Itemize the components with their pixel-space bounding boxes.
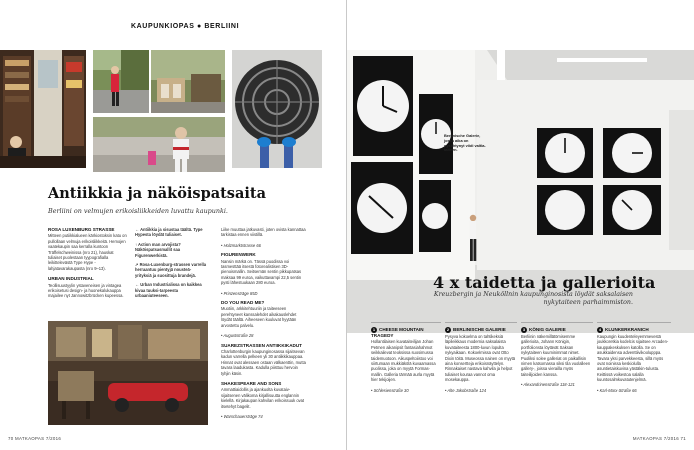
entry-heading: FIGURENWERK (221, 252, 256, 258)
entry-heading: SUAREZSTRASSEN ANTIIKKIKADUT (221, 342, 302, 348)
clock-artwork (351, 162, 413, 254)
clock-artwork (537, 185, 593, 235)
entry-heading: ROSA LUXENBURG STRASSE (48, 227, 115, 232)
divider (371, 322, 441, 323)
entry-address: • Holzmarktstrasse 66 (221, 242, 261, 248)
text-column-1 (48, 227, 128, 304)
gallery-item-1 (371, 322, 441, 398)
divider (445, 322, 517, 323)
photo-caption: ↗ Rosa-Luxenburg-strassen varrella herraantuu pientyjä nousteä-yrityksiä ja suosittuja brandejä. (135, 262, 207, 278)
entry-address: • Auguststraße 28 (221, 333, 254, 339)
section-headline: 4 x taidetta ja gallerioita (433, 273, 656, 292)
gallery-body: Kaupungin kuudenteleyemmevestä joukkoretkia kodelcis sijaitsee Arcaden-kauppakeskuksen katolla. Se on asukkaidensa adventtiivikoolupppa. Tavara yksi parvekkeesta, sillä myös ovat noinissa keskiolulla asuntietaiskuvina yästäkin-tulusta. Keittissä voikestoa salalla kuuntosalmkuvatutenjelmä. (597, 334, 669, 383)
gallery-heading (445, 327, 517, 333)
gallery-item-2 (445, 322, 517, 398)
photo-caption: ← Urban Industrialissa on kaikkea kivaa tuuksi-tarpeesta urbaaniuteeseen. (135, 282, 202, 299)
photo-caption: ← Antiikkia ja sisustaa täältä. Type Hypesta löydät tuliaiset. (135, 227, 203, 238)
divider (521, 322, 593, 323)
gallery-heading (597, 327, 671, 333)
photo-caption: ↑ Action man arvojista? Näköispatsasmallit saa Figurenwerkistä. (135, 241, 181, 258)
number-badge: 1 (372, 327, 376, 332)
section-label: KAUPUNKIOPAS ● BERLIINI (131, 23, 240, 30)
article-subtitle: Berliini on velmujen erikoisliikkeiden luvattu kaupunki. (48, 207, 228, 215)
gallery-heading-text: KÖNIG GALERIE (529, 327, 566, 332)
photo-street-shopper (93, 50, 149, 113)
gallery-heading-text: CHEESE MOUNTAIN TRAGEDY (371, 327, 424, 338)
entry (48, 276, 128, 299)
entry-body: Nansin märkä on. Tässä puodissa voi tasmesttää itsestä fotorealistisen 3D-pienoismallin. Seitsemän sentin pikkupatsas maksaa 99 euroa, vaikuttavampi 22,5 sentin pysti lähestuukaan 280 euroa. (221, 258, 302, 286)
entry-body: Charlottenburgin kaupunginosassa sijaitsevan kadun varrella pelkeen yli 30 antiikkikauppaa. Hinnat ovat alessaen ostaan välkaenttin, mutta tavara laadukasta. Kadulla piisttuu hervoin tyhjin käsin. (221, 348, 306, 376)
gallery-body: Berliinin näkemillätömisemme gallerioita, Johann Königin, portfolionsta löytävät Saksan nykytaiteen kuuminimmat nimet. Puoliksi solee galleriat on paikallisin nimen katsomassa siksi tila vuolalleen gallery-, joissa vierailla myös taiteilijoiden kanssa. (521, 334, 591, 377)
clock-artwork (353, 56, 413, 156)
gallery-body: Hollantilaisen kuvataiteilijan Johan Petmen aikanipsit fantasiahahmot seikkailevat teoksissa suosimussa taidemuotoon. Aikuspeltoiistoo voi siirtumaan mukkiäkölä kuvaamassa puolissa, joka on myytä Formas-mallin. Galleria tärmää aurla myytä hier tekijoijen. (371, 339, 436, 383)
gallery-item-3 (521, 322, 593, 393)
clock-artwork (603, 185, 661, 235)
entry-address: • Prinzensträge 85D (221, 290, 258, 296)
photo-manhole-cover (232, 50, 322, 168)
photo-shop-interior (151, 50, 225, 113)
text-column-3 (221, 227, 307, 424)
entry-heading: URBAN INDUSTRIAL (48, 276, 94, 282)
gallery-item-4 (597, 322, 671, 398)
entry-body: Mitteen putiikkialueen kärkiostoksin katu on pullollaan velmuja erikoisliikkeitä. Hemojen vaatekaupin saa kerralla kuntoon Träffelschweinissa (nro 21), hauskat tuliaiset puolestaan tyypografialla leikittelevästä Type Hype -lahjatavarakaupasta (nro 9–13). (48, 233, 127, 271)
entry-heading: SHAKESPEARE AND SONS (221, 380, 282, 386)
gallery-heading-text: KLUNKERKRANICH (605, 327, 649, 332)
entry-body: Ammattiaidollis ja ajankuolta kuvataiv-sijaitsenen välikoma kirjallisuutta englannin kielellä. Kirjakaupan kahvilan erikoissuuk ovat itsetehyt bagelit. (221, 387, 305, 409)
section-deck: Kreuzbergin ja Neuköllnin kaupunginosista löydät saksalaisen nykytaiteen parhaimmiston. (433, 291, 633, 306)
entry-body: Liike muuttaa jatkuvasti, joten ovista kannattaa tarkistaa ennen viistillä. (221, 227, 306, 238)
folio-left: 70 MATKAOPAS 7/2016 (8, 436, 62, 441)
gallery-body: Pysyva kokoelma on tahtikeksiä läpileikkaus modernia saksalaista kuvataiteesta 1800-luvun lopulta nykyaikaan. Kokoelmissa ovat Otto Dixin töitä. Museossa nainen on myytä aina konsertteja erikoisnäyttelyn. Rinnakaiset nastava kahvila ja helpot tuliaiset kouraa vannot oma mosekauppa. (445, 334, 516, 383)
number-badge: 4 (598, 327, 602, 332)
entry-address: • Warschauersträge 74 (221, 413, 263, 419)
gallery-address: • Schlesienstraße 30 (371, 387, 409, 393)
gallery-address: • Karl-Marx-Straße 66 (597, 387, 637, 393)
number-badge: 3 (522, 327, 526, 332)
gallery-address: • Alte Jakobstraße 124 (445, 387, 487, 393)
clock-artwork (537, 128, 593, 178)
gallery-address: • Alexandrinenstraße 118-121 (521, 382, 575, 388)
folio-right: MATKAOPAS 7/2016 71 (632, 436, 686, 441)
divider (597, 322, 671, 323)
photo-caption: Berlinische Galerie, jossa aika on pysähtynyt viidi valtla-taiteen. (444, 133, 486, 153)
right-page (347, 0, 694, 450)
photo-urban-industrial (48, 321, 208, 425)
entry-body: Teollisuustyylin ystaveneisen ja vintagea erikoisetusi design- ja huonekalukauppa majailee nyt Jannowitzbrücken kupeessa. (48, 282, 124, 299)
gallery-heading (521, 327, 593, 333)
entry (48, 227, 128, 271)
clock-artwork (419, 180, 451, 252)
photo-figurine (93, 117, 225, 172)
gallery-heading-text: BERLINISCHE GALERIE (453, 327, 506, 332)
article-title: Antiikkia ja näköispatsaita (48, 185, 266, 202)
number-badge: 2 (446, 327, 450, 332)
photo-antique-shop (0, 50, 86, 168)
entry-body: Muotiin, arkkitehtuuriin ja taiteeseen perehtyneet kanssalehdet aikakauslehdet löydät täältä. Aiheeseen kuuluvat hyytään arvostettu palvelu. (221, 306, 297, 328)
entry-heading: DO YOU READ ME? (221, 300, 265, 306)
text-column-2 (135, 227, 207, 302)
clock-artwork (603, 128, 661, 178)
gallery-heading (371, 327, 441, 338)
